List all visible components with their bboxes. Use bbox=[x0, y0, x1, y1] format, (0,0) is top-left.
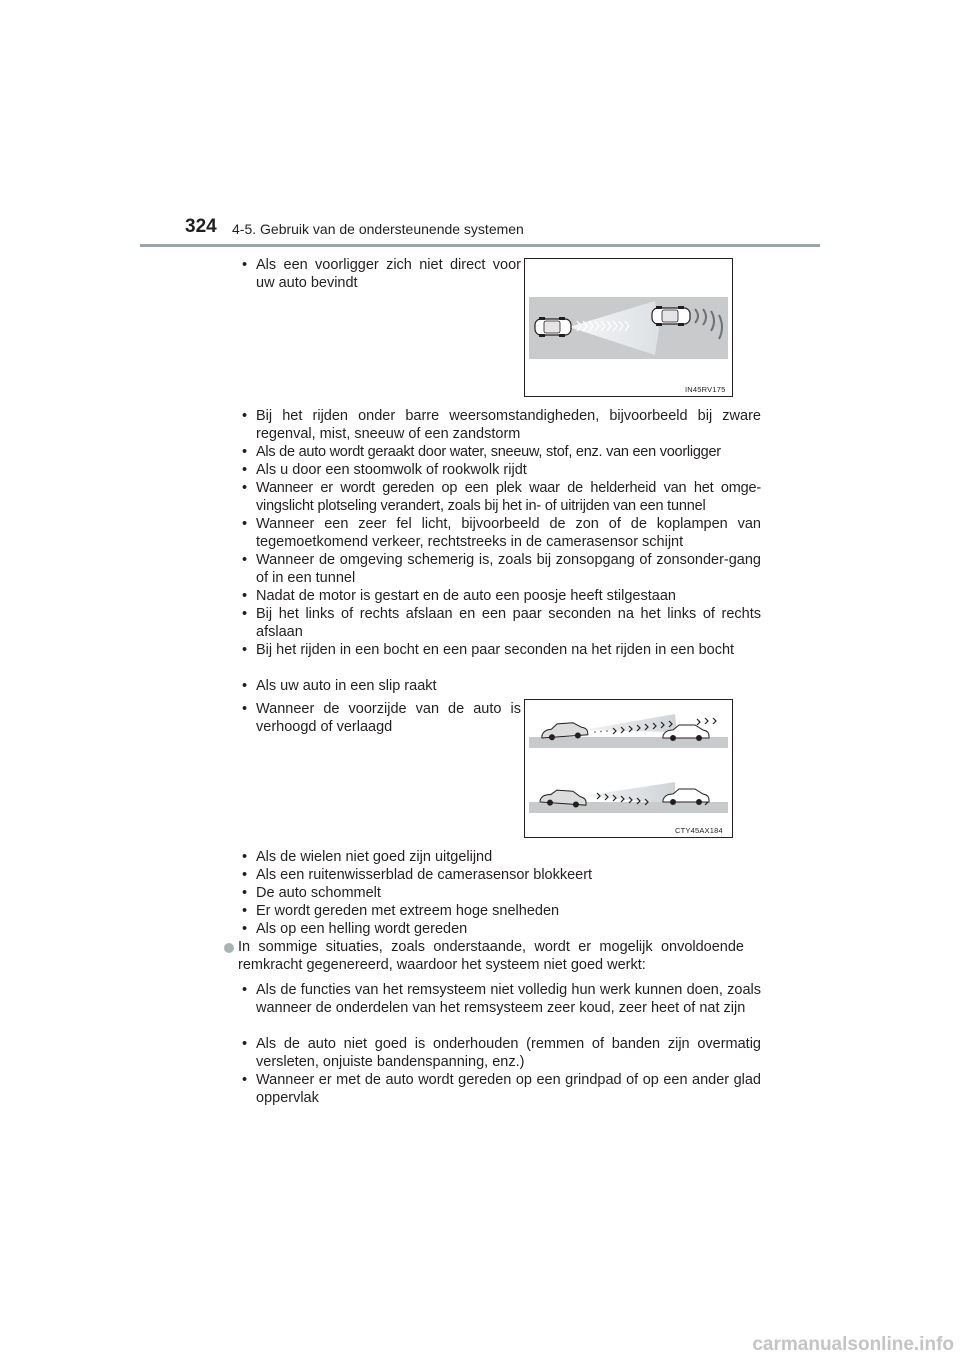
radar-beam bbox=[583, 782, 675, 804]
list-item-text: Als een ruitenwisserblad de camerasensor blokkeert bbox=[256, 867, 593, 883]
section-title: 4-5. Gebruik van de ondersteunende systemen bbox=[232, 221, 524, 237]
list-item-text: Als op een helling wordt gereden bbox=[256, 921, 468, 937]
own-car-icon bbox=[535, 317, 571, 337]
bullet: • bbox=[242, 982, 248, 998]
list-item-text: Bij het links of rechts afslaan en een paar seconden na het links of rechts afslaan bbox=[256, 606, 761, 641]
page-number: 324 bbox=[185, 216, 217, 237]
radar-beam-illustration bbox=[525, 259, 732, 396]
list-item-text: Wanneer een zeer fel licht, bijvoorbeeld de zon of de koplampen van tegemoetkomend verkeer, rechtstreeks in de camerasensor schijnt bbox=[256, 516, 761, 551]
list-item-text: Wanneer er wordt gereden op een plek waar de helderheid van het omge-vingslicht plotseling verandert, zoals bij het in- of uitrijden van een tunnel bbox=[256, 480, 761, 515]
bullet: • bbox=[242, 903, 248, 919]
list-item bbox=[239, 920, 761, 938]
list-item-text: Als een voorligger zich niet direct voor uw auto bevindt bbox=[256, 257, 521, 292]
bullet: • bbox=[242, 257, 248, 273]
bullet: • bbox=[242, 642, 248, 658]
radar-beam-figure bbox=[524, 258, 733, 397]
lead-paragraph: In sommige situaties, zoals onderstaande, wordt er mogelijk onvoldoende remkracht gegenereerd, waardoor het systeem niet goed werkt: bbox=[238, 939, 744, 974]
lead-bullet-icon bbox=[224, 943, 234, 953]
bullet: • bbox=[242, 480, 247, 496]
header-rule bbox=[140, 244, 820, 247]
bullet: • bbox=[242, 1072, 248, 1088]
list-item-text: Als u door een stoomwolk of rookwolk rijdt bbox=[256, 462, 527, 478]
bullet: • bbox=[242, 444, 247, 460]
list-item bbox=[239, 677, 761, 695]
list-item bbox=[239, 1071, 761, 1108]
figure-code: CTY45AX184 bbox=[675, 826, 723, 835]
radar-beam bbox=[583, 714, 677, 732]
bullet: • bbox=[242, 678, 248, 694]
bullet: • bbox=[242, 606, 248, 622]
vehicle-pitch-figure bbox=[524, 699, 733, 838]
list-item bbox=[239, 866, 761, 884]
list-item-text: Als de auto wordt geraakt door water, sneeuw, stof, enz. van een voorligger bbox=[256, 444, 721, 460]
bullet: • bbox=[242, 867, 248, 883]
raised-front-scenario bbox=[529, 714, 728, 748]
bullet: • bbox=[242, 552, 248, 568]
bullet: • bbox=[242, 849, 248, 865]
list-item-text: Als de functies van het remsysteem niet volledig hun werk kunnen doen, zoals wanneer de onderdelen van het remsysteem zeer koud, zeer heet of nat zijn bbox=[256, 982, 761, 1017]
list-item-text: Wanneer de omgeving schemerig is, zoals bij zonsopgang of zonsonder-gang of in een tunnel bbox=[256, 552, 761, 587]
list-item bbox=[239, 407, 761, 444]
list-item bbox=[239, 461, 761, 479]
list-item bbox=[239, 884, 761, 902]
lead-car-icon bbox=[652, 306, 690, 326]
bullet: • bbox=[242, 462, 248, 478]
vehicle-pitch-illustration bbox=[525, 700, 732, 837]
watermark: carmanualsonline.info bbox=[752, 1334, 954, 1355]
list-item bbox=[239, 479, 761, 516]
list-item-text: Als de auto niet goed is onderhouden (remmen of banden zijn overmatig versleten, onjuiste bandenspanning, enz.) bbox=[256, 1036, 761, 1071]
lowered-front-scenario bbox=[529, 782, 728, 813]
list-item bbox=[239, 641, 761, 659]
list-item-text: Wanneer de voorzijde van de auto is verhoogd of verlaagd bbox=[256, 701, 521, 736]
bullet: • bbox=[242, 701, 248, 717]
bullet: • bbox=[242, 516, 248, 532]
list-item bbox=[239, 605, 761, 642]
list-item-text: Bij het rijden in een bocht en een paar seconden na het rijden in een bocht bbox=[256, 642, 735, 658]
bullet: • bbox=[242, 885, 248, 901]
list-item bbox=[239, 443, 776, 461]
list-item bbox=[239, 515, 761, 552]
bullet: • bbox=[242, 1036, 248, 1052]
bullet: • bbox=[242, 588, 248, 604]
list-item-text: Wanneer er met de auto wordt gereden op een grindpad of op een ander glad oppervlak bbox=[256, 1072, 761, 1107]
list-item bbox=[239, 981, 761, 1018]
list-item bbox=[239, 551, 761, 588]
list-item-text: Als de wielen niet goed zijn uitgelijnd bbox=[256, 849, 493, 865]
list-item-text: De auto schommelt bbox=[256, 885, 381, 901]
list-item-text: Nadat de motor is gestart en de auto een poosje heeft stilgestaan bbox=[256, 588, 676, 604]
list-item-text: Bij het rijden onder barre weersomstandigheden, bijvoorbeeld bij zware regenval, mist, sneeuw of een zandstorm bbox=[256, 408, 761, 443]
bullet: • bbox=[242, 921, 248, 937]
list-item bbox=[239, 256, 521, 293]
list-item bbox=[239, 1035, 761, 1072]
list-item bbox=[239, 848, 761, 866]
list-item-text: Als uw auto in een slip raakt bbox=[256, 678, 437, 694]
bullet: • bbox=[242, 408, 248, 424]
figure-code: IN45RV175 bbox=[685, 385, 726, 394]
list-item bbox=[239, 700, 521, 737]
list-item bbox=[239, 587, 761, 605]
dotted-beam bbox=[594, 730, 608, 733]
list-item-text: Er wordt gereden met extreem hoge snelheden bbox=[256, 903, 560, 919]
list-item bbox=[239, 902, 761, 920]
